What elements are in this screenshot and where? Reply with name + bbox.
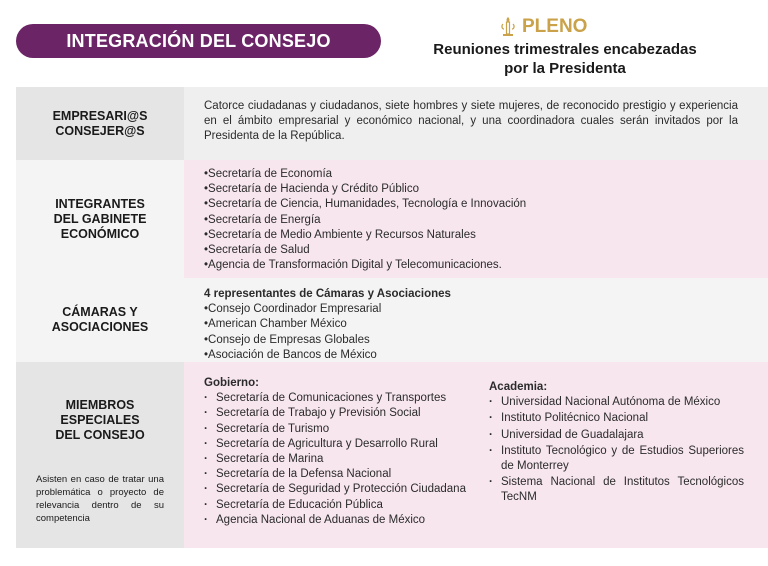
label-line: MIEMBROS [65, 398, 135, 412]
academia-column [489, 376, 744, 538]
row-label-gabinete [16, 160, 184, 278]
label-line: INTEGRANTES [55, 196, 145, 211]
gobierno-column [204, 376, 469, 538]
list-heading: 4 representantes de Cámaras y Asociaciones [204, 288, 451, 300]
pleno-text: PLENO [522, 16, 588, 37]
list-item: · Secretaría de Comunicaciones y Transportes [204, 391, 469, 406]
row-label-empresarios [16, 87, 184, 160]
row-content-camaras [184, 278, 768, 362]
subtitle [405, 40, 725, 78]
label-line: ASOCIACIONES [51, 320, 149, 334]
row-content-empresarios: Catorce ciudadanas y ciudadanos, siete hombres y siete mujeres, de reconocido prestigio y experiencia en el ámbito empresarial y económico nacional, y una coordinadora cuales serán invitados por la Presidenta de la República. [184, 87, 768, 160]
label-line: DEL CONSEJO [55, 428, 145, 442]
label-line: ESPECIALES [60, 413, 140, 427]
row-content-gabinete [184, 160, 768, 278]
pillar-emblem-icon [500, 16, 516, 38]
list-item: · Agencia Nacional de Aduanas de México [204, 513, 469, 528]
list-item: · Secretaría de Marina [204, 452, 469, 467]
row-camaras [16, 278, 768, 362]
list-item: • Secretaría de Hacienda y Crédito Público [204, 182, 758, 197]
section-title: INTEGRACIÓN DEL CONSEJO [66, 30, 331, 51]
subtitle-line-1: Reuniones trimestrales encabezadas [433, 41, 697, 58]
list-item: • Consejo de Empresas Globales [204, 333, 758, 348]
list-item: • Secretaría de Ciencia, Humanidades, Tecnología e Innovación [204, 197, 758, 212]
row-gabinete [16, 160, 768, 278]
academia-heading: Academia: [489, 381, 548, 393]
gobierno-heading: Gobierno: [204, 377, 259, 389]
label-line: ECONÓMICO [60, 226, 140, 241]
list-item: · Sistema Nacional de Institutos Tecnológicos TecNM [489, 475, 744, 505]
list-item: • Consejo Coordinador Empresarial [204, 302, 758, 317]
list-item: · Secretaría de Agricultura y Desarrollo Rural [204, 437, 469, 452]
row-empresarios [16, 87, 768, 160]
list-item: · Instituto Politécnico Nacional [489, 411, 744, 426]
row-content-miembros [184, 362, 768, 548]
list-item: · Universidad Nacional Autónoma de México [489, 395, 744, 410]
row-miembros [16, 362, 768, 548]
list-item: • Secretaría de Economía [204, 167, 758, 182]
row-label-camaras [16, 278, 184, 362]
council-table [16, 87, 768, 548]
list-item: · Secretaría de Educación Pública [204, 498, 469, 513]
label-line: DEL GABINETE [53, 211, 147, 226]
subtitle-line-2: por la Presidenta [504, 60, 626, 77]
row-label-miembros [16, 362, 184, 548]
attendance-note: Asisten en caso de tratar una problemática o proyecto de relevancia dentro de su competencia [36, 474, 164, 524]
list-item: · Secretaría de Turismo [204, 422, 469, 437]
list-item: • American Chamber México [204, 317, 758, 332]
list-item: • Secretaría de Medio Ambiente y Recursos Naturales [204, 228, 758, 243]
label-line: CÁMARAS Y [62, 305, 138, 319]
list-item: • Secretaría de Salud [204, 243, 758, 258]
label-line: CONSEJER@S [55, 123, 145, 138]
list-item: · Secretaría de Trabajo y Previsión Social [204, 406, 469, 421]
section-title-banner [16, 24, 381, 58]
list-item: • Agencia de Transformación Digital y Telecomunicaciones. [204, 258, 758, 273]
list-item: • Secretaría de Energía [204, 213, 758, 228]
list-item: • Asociación de Bancos de México [204, 348, 758, 363]
pleno-label [500, 16, 587, 38]
list-item: · Instituto Tecnológico y de Estudios Superiores de Monterrey [489, 444, 744, 474]
list-item: · Universidad de Guadalajara [489, 428, 744, 443]
list-item: · Secretaría de la Defensa Nacional [204, 467, 469, 482]
label-line: EMPRESARI@S [52, 108, 148, 123]
list-item: · Secretaría de Seguridad y Protección Ciudadana [204, 482, 469, 497]
